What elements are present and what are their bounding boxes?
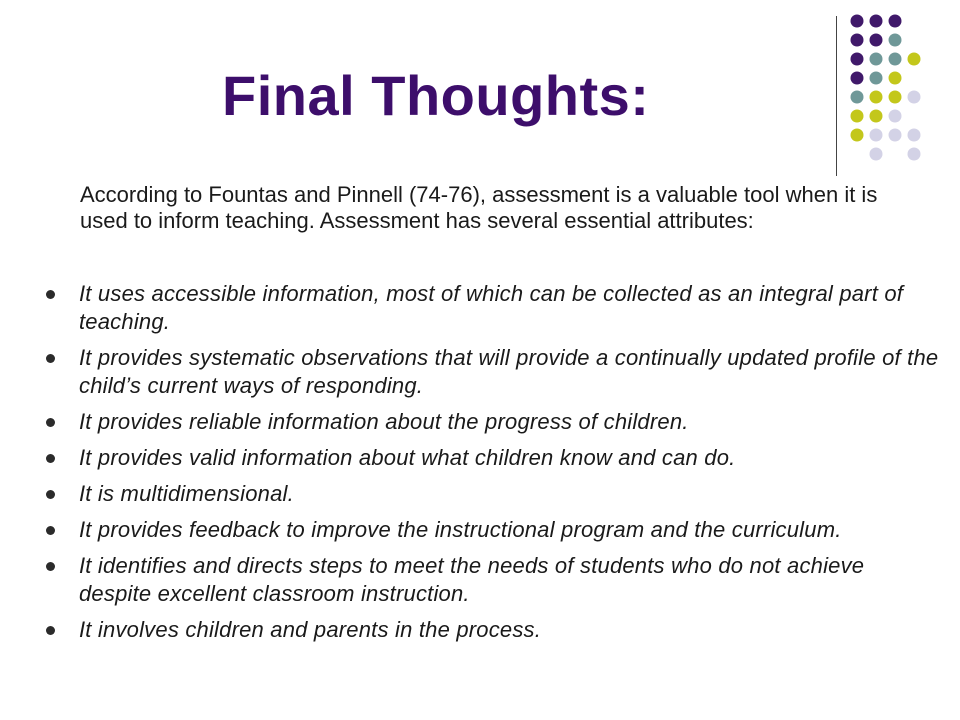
attribute-item bbox=[0, 480, 940, 508]
decorative-dot-purple bbox=[851, 53, 864, 66]
decorative-dot-grid bbox=[848, 12, 948, 162]
bullet-icon bbox=[46, 626, 55, 635]
attribute-text: It provides reliable information about the progress of children. bbox=[79, 409, 689, 434]
bullet-icon bbox=[46, 354, 55, 363]
decorative-dot-lavender bbox=[870, 129, 883, 142]
decorative-dot-teal bbox=[889, 53, 902, 66]
decorative-dot-olive bbox=[851, 110, 864, 123]
decorative-dot-olive bbox=[908, 53, 921, 66]
attribute-text: It involves children and parents in the process. bbox=[79, 617, 542, 642]
decorative-dot-purple bbox=[870, 15, 883, 28]
title-divider-line bbox=[836, 16, 837, 176]
attribute-text: It provides systematic observations that will provide a continually updated profile of the child’s current ways of responding. bbox=[79, 345, 939, 398]
intro-paragraph: According to Fountas and Pinnell (74-76), assessment is a valuable tool when it is used to inform teaching. Assessment has several essential attributes: bbox=[80, 182, 878, 233]
decorative-dot-lavender bbox=[908, 91, 921, 104]
attribute-item bbox=[0, 280, 940, 336]
decorative-dot-teal bbox=[889, 34, 902, 47]
attribute-text: It identifies and directs steps to meet the needs of students who do not achieve despite excellent classroom instruction. bbox=[79, 553, 865, 606]
decorative-dot-olive bbox=[870, 91, 883, 104]
attribute-text: It is multidimensional. bbox=[79, 481, 294, 506]
decorative-dot-lavender bbox=[908, 148, 921, 161]
attribute-item bbox=[0, 408, 940, 436]
decorative-dot-teal bbox=[870, 53, 883, 66]
decorative-dot-purple bbox=[851, 15, 864, 28]
bullet-icon bbox=[46, 418, 55, 427]
decorative-dot-purple bbox=[889, 15, 902, 28]
decorative-dot-lavender bbox=[889, 110, 902, 123]
attribute-item bbox=[0, 616, 940, 644]
attribute-text: It uses accessible information, most of which can be collected as an integral part of teaching. bbox=[79, 281, 904, 334]
decorative-dot-olive bbox=[851, 129, 864, 142]
bullet-icon bbox=[46, 526, 55, 535]
attribute-item bbox=[0, 344, 940, 400]
bullet-icon bbox=[46, 562, 55, 571]
slide-title: Final Thoughts: bbox=[222, 64, 650, 127]
attribute-item bbox=[0, 444, 940, 472]
attribute-list bbox=[0, 280, 940, 652]
decorative-dot-purple bbox=[851, 34, 864, 47]
decorative-dot-lavender bbox=[889, 129, 902, 142]
decorative-dot-teal bbox=[870, 72, 883, 85]
decorative-dot-purple bbox=[851, 72, 864, 85]
attribute-text: It provides feedback to improve the instructional program and the curriculum. bbox=[79, 517, 842, 542]
bullet-icon bbox=[46, 490, 55, 499]
decorative-dot-olive bbox=[889, 91, 902, 104]
attribute-text: It provides valid information about what children know and can do. bbox=[79, 445, 736, 470]
bullet-icon bbox=[46, 454, 55, 463]
attribute-item bbox=[0, 552, 940, 608]
decorative-dot-purple bbox=[870, 34, 883, 47]
decorative-dot-olive bbox=[870, 110, 883, 123]
decorative-dot-lavender bbox=[908, 129, 921, 142]
attribute-item bbox=[0, 516, 940, 544]
decorative-dot-olive bbox=[889, 72, 902, 85]
decorative-dot-lavender bbox=[870, 148, 883, 161]
decorative-dot-teal bbox=[851, 91, 864, 104]
bullet-icon bbox=[46, 290, 55, 299]
